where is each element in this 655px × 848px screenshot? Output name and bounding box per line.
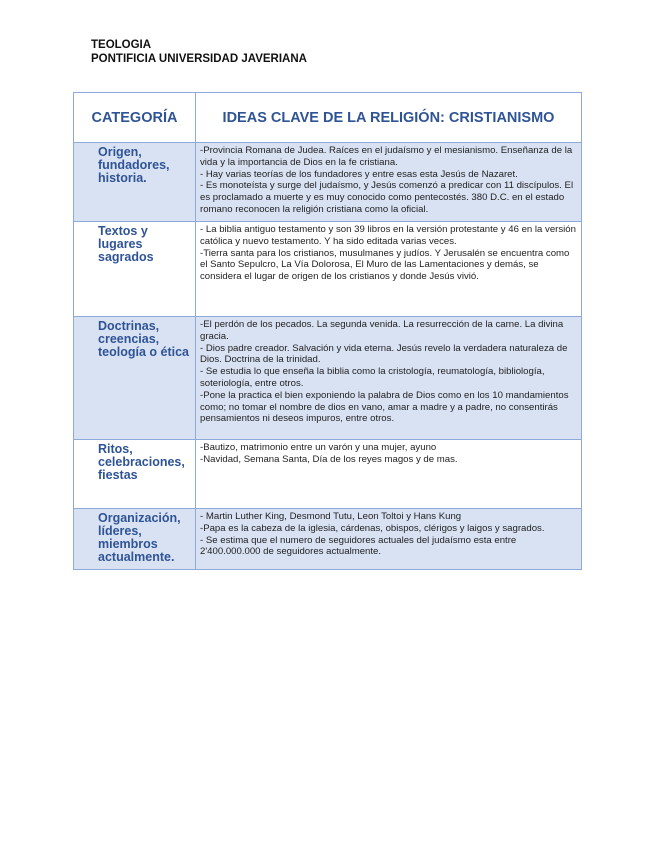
category-label: Organización, líderes, miembros actualmente. (98, 511, 181, 564)
ideas-text (196, 440, 581, 468)
idea-line: - Dios padre creador. Salvación y vida eterna. Jesús revelo la verdadera naturaleza de Dios. Doctrina de la trinidad. (200, 342, 568, 366)
category-column-header: CATEGORÍA (74, 93, 196, 143)
religion-table (73, 92, 582, 570)
category-label: Origen, fundadores, historia. (98, 145, 170, 185)
ideas-cell (196, 509, 582, 570)
table-row (74, 143, 582, 222)
category-cell (74, 317, 196, 440)
category-cell (74, 509, 196, 570)
ideas-text (196, 222, 581, 285)
ideas-text (196, 509, 581, 560)
idea-line: -Tierra santa para los cristianos, musulmanes y judíos. Y Jerusalén se encuentra como el Santo Sepulcro, La Vía Dolorosa, El Muro de las Lamentaciones y demás, se considera el lugar de origen de los cristianos y donde Jesús vivió. (200, 247, 570, 283)
category-label: Doctrinas, creencias, teología o ética (98, 319, 189, 359)
course-title: TEOLOGIA (91, 39, 152, 51)
idea-line: - Es monoteísta y surge del judaísmo, y Jesús comenzó a predicar con 11 discípulos. El es proclamado a muerte y es muy conocido como pentecostés. 380 D.C. en el estado romano reconocen la religión cristiana como la oficial. (200, 180, 574, 215)
idea-line: - Se estima que el numero de seguidores actuales del judaísmo esta entre 2'400.000.000 de seguidores actualmente. (200, 534, 517, 558)
idea-line: -Navidad, Semana Santa, Día de los reyes magos y de mas. (200, 453, 458, 465)
idea-line: - La biblia antiguo testamento y son 39 libros en la versión protestante y 46 en la versión católica y nuevo testamento. Y ha sido editada varias veces. (200, 224, 576, 247)
ideas-text (196, 143, 581, 218)
idea-line: -El perdón de los pecados. La segunda venida. La resurrección de la carne. La divina gracia. (200, 319, 564, 342)
idea-line: -Pone la practica el bien exponiendo la palabra de Dios como en los 10 mandamientos como; no tomar el nombre de dios en vano, amar a madre y a padre, no consentirás pensamientos ni deseos impuros, entre otros. (200, 389, 569, 425)
category-cell (74, 143, 196, 222)
table-row (74, 509, 582, 570)
idea-line: - Se estudia lo que enseña la biblia como la cristología, reumatología, bibliología, soteriología, entre otros. (200, 366, 545, 389)
table-row (74, 317, 582, 440)
category-label: Ritos, celebraciones, fiestas (98, 442, 185, 482)
ideas-cell (196, 143, 582, 222)
table-row (74, 440, 582, 509)
table-row (74, 222, 582, 317)
ideas-column-header: IDEAS CLAVE DE LA RELIGIÓN: CRISTIANISMO (196, 93, 582, 143)
ideas-cell (196, 222, 582, 317)
idea-line: -Bautizo, matrimonio entre un varón y una mujer, ayuno (200, 442, 437, 453)
idea-line: - Martin Luther King, Desmond Tutu, Leon Toltoi y Hans Kung (200, 511, 462, 522)
category-cell (74, 440, 196, 509)
idea-line: -Provincia Romana de Judea. Raíces en el judaísmo y el mesianismo. Enseñanza de la vida y la importancia de Dios en la fe cristiana. (200, 145, 573, 168)
idea-line: - Hay varias teorías de los fundadores y entre esas esta Jesús de Nazaret. (200, 168, 518, 180)
university-name: PONTIFICIA UNIVERSIDAD JAVERIANA (91, 53, 307, 65)
category-label: Textos y lugares sagrados (98, 224, 154, 264)
ideas-cell (196, 317, 582, 440)
ideas-cell (196, 440, 582, 509)
idea-line: -Papa es la cabeza de la iglesia, cárdenas, obispos, clérigos y laigos y sagrados. (200, 522, 545, 534)
category-cell (74, 222, 196, 317)
document-header (91, 38, 307, 66)
ideas-text (196, 317, 581, 427)
table-header-row (74, 93, 582, 143)
